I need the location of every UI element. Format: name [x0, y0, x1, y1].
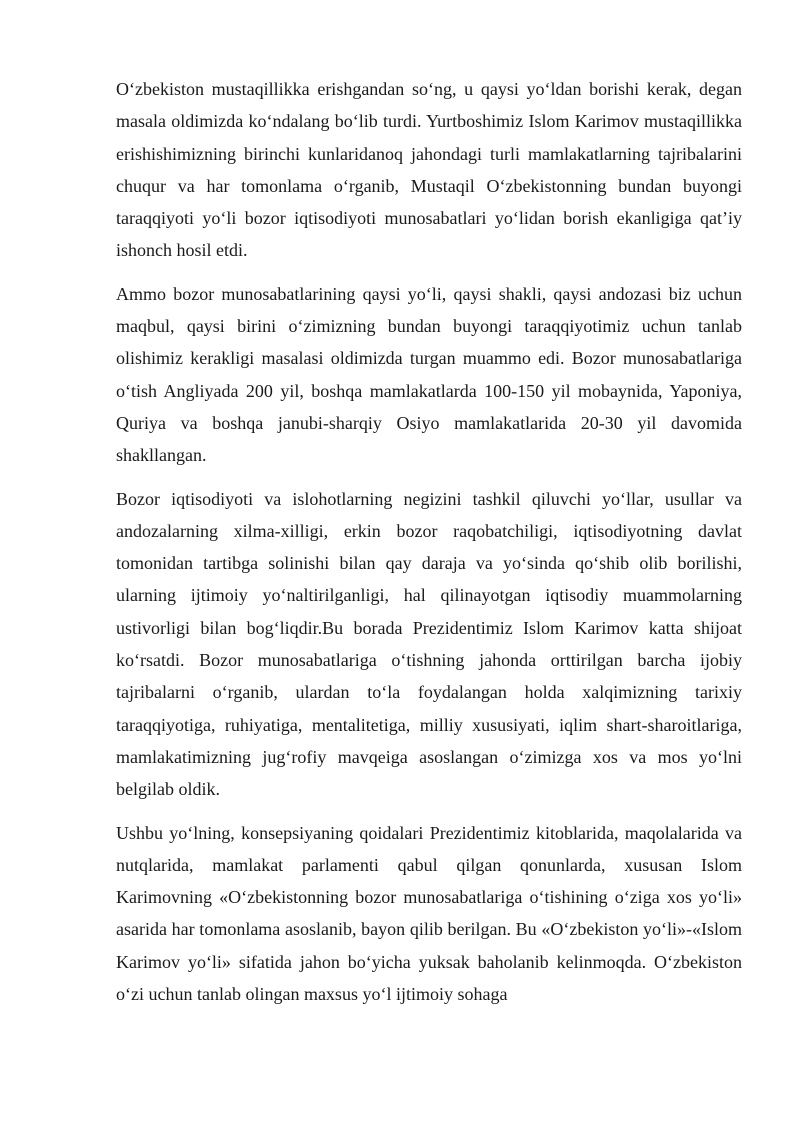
- paragraph-3: Bozor iqtisodiyoti va islohotlarning negizini tashkil qiluvchi yo‘llar, usullar va andozalarning xilma-xilligi, erkin bozor raqobatchiligi, iqtisodiyotning davlat tomonidan tartibga solinishi bilan qay daraja va yo‘sinda qo‘shib olib borilishi, ularning ijtimoiy yo‘naltirilganligi, hal qilinayotgan iqtisodiy muammolarning ustivorligi bilan bog‘liqdir.Bu borada Prezidentimiz Islom Karimov katta shijoat ko‘rsatdi. Bozor munosabatlariga o‘tishning jahonda orttirilgan barcha ijobiy tajribalarni o‘rganib, ulardan to‘la foydalangan holda xalqimizning tarixiy taraqqiyotiga, ruhiyatiga, mentalitetiga, milliy xususiyati, iqlim shart-sharoitlariga, mamlakatimizning jug‘rofiy mavqeiga asoslangan o‘zimizga xos va mos yo‘lni belgilab oldik.: [116, 488, 742, 800]
- paragraph-2: Ammo bozor munosabatlarining qaysi yo‘li, qaysi shakli, qaysi andozasi biz uchun maqbul, qaysi birini o‘zimizning bundan buyongi taraqqiyotimiz uchun tanlab olishimiz kerakligi masalasi oldimizda turgan muammo edi. Bozor munosabatlariga o‘tish Angliyada 200 yil, boshqa mamlakatlarda 100-150 yil mobaynida, Yaponiya, Quriya va boshqa janubi-sharqiy Osiyo mamlakatlarida 20-30 yil davomida shakllangan.: [116, 283, 742, 466]
- document-body: [116, 73, 742, 1021]
- paragraph-4: Ushbu yo‘lning, konsepsiyaning qoidalari Prezidentimiz kitoblarida, maqolalarida va nutqlarida, mamlakat parlamenti qabul qilgan qonunlarda, xususan Islom Karimovning «O‘zbekistonning bozor munosabatlariga o‘tishining o‘ziga xos yo‘li» asarida har tomonlama asoslanib, bayon qilib berilgan. Bu «O‘zbekiston yo‘li»-«Islom Karimov yo‘li» sifatida jahon bo‘yicha yuksak baholanib kelinmoqda. O‘zbekiston o‘zi uchun tanlab olingan maxsus yo‘l ijtimoiy sohaga: [116, 822, 742, 1005]
- paragraph-1: O‘zbekiston mustaqillikka erishgandan so‘ng, u qaysi yo‘ldan borishi kerak, degan masala oldimizda ko‘ndalang bo‘lib turdi. Yurtboshimiz Islom Karimov mustaqillikka erishishimizning birinchi kunlaridanoq jahondagi turli mamlakatlarning tajribalarini chuqur va har tomonlama o‘rganib, Mustaqil O‘zbekistonning bundan buyongi taraqqiyoti yo‘li bozor iqtisodiyoti munosabatlari yo‘lidan borish ekanligiga qat’iy ishonch hosil etdi.: [116, 79, 742, 261]
